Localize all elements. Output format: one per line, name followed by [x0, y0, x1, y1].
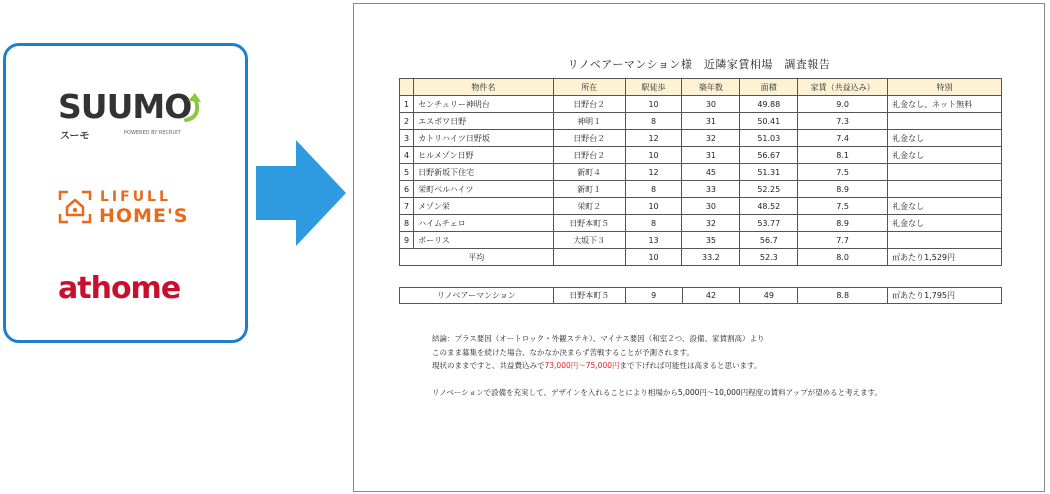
header-age: 築年数	[682, 79, 740, 96]
target-property-table	[399, 287, 1002, 304]
table-row	[400, 113, 1002, 130]
document-title: リノベアーマンション様 近隣家賃相場 調査報告	[567, 58, 831, 71]
row-area: 56.7	[740, 232, 798, 249]
header-location: 所在	[553, 79, 625, 96]
table-row	[400, 147, 1002, 164]
table-row	[400, 96, 1002, 113]
row-area: 50.41	[740, 113, 798, 130]
conclusion-line-3-post: まで下げれば可能性は高まると思います。	[619, 361, 762, 370]
row-no: 3	[400, 130, 414, 147]
row-rent: 7.3	[798, 113, 888, 130]
row-no: 9	[400, 232, 414, 249]
target-area: 49	[740, 288, 798, 304]
row-special	[888, 164, 1002, 181]
table-row	[400, 215, 1002, 232]
row-no: 7	[400, 198, 414, 215]
row-walk: 12	[625, 130, 682, 147]
suumo-logo	[58, 87, 208, 145]
house-icon	[58, 190, 92, 224]
target-age: 42	[682, 288, 740, 304]
row-no: 1	[400, 96, 414, 113]
comparison-table	[399, 78, 1002, 266]
table-row	[400, 164, 1002, 181]
row-special: 礼金なし	[888, 215, 1002, 232]
athome-logo: athome	[58, 271, 181, 306]
conclusion-line-3	[432, 359, 882, 373]
row-walk: 10	[625, 198, 682, 215]
row-area: 56.67	[740, 147, 798, 164]
conclusion-line-2: このまま募集を続けた場合、なかなか決まらず苦戦することが予測されます。	[432, 347, 694, 357]
row-age: 32	[682, 130, 740, 147]
row-name: 栄町ベルハイツ	[414, 181, 554, 198]
target-row	[400, 288, 1002, 304]
target-location: 日野本町５	[553, 288, 625, 304]
row-name: カトリハイツ日野坂	[414, 130, 554, 147]
row-no: 8	[400, 215, 414, 232]
average-note: ㎡あたり1,529円	[888, 249, 1002, 266]
header-special: 特別	[888, 79, 1002, 96]
row-age: 30	[682, 198, 740, 215]
header-area: 面積	[740, 79, 798, 96]
row-rent: 9.0	[798, 96, 888, 113]
table-row	[400, 181, 1002, 198]
row-name: ボーリス	[414, 232, 554, 249]
row-area: 51.03	[740, 130, 798, 147]
row-walk: 12	[625, 164, 682, 181]
row-special: 礼金なし	[888, 147, 1002, 164]
row-area: 52.25	[740, 181, 798, 198]
row-age: 31	[682, 147, 740, 164]
row-walk: 8	[625, 113, 682, 130]
row-walk: 8	[625, 215, 682, 232]
row-rent: 8.9	[798, 181, 888, 198]
row-age: 31	[682, 113, 740, 130]
header-walk: 駅徒歩	[625, 79, 682, 96]
row-name: メゾン栄	[414, 198, 554, 215]
row-name: ヒルメゾン日野	[414, 147, 554, 164]
target-walk: 9	[625, 288, 682, 304]
target-name: リノベアーマンション	[400, 288, 554, 304]
row-special	[888, 113, 1002, 130]
lifull-homes-logo	[58, 189, 208, 229]
row-special: 礼金なし	[888, 130, 1002, 147]
row-rent: 8.1	[798, 147, 888, 164]
row-location: 栄町２	[553, 198, 625, 215]
price-range-highlight: 73,000円～75,000円	[544, 361, 620, 370]
conclusion-line-4: リノベーションで設備を充実して、デザインを入れることにより相場から5,000円～10,000円程度の賃料アップが望めると考えます。	[432, 387, 883, 397]
row-rent: 7.4	[798, 130, 888, 147]
row-no: 6	[400, 181, 414, 198]
row-age: 45	[682, 164, 740, 181]
row-location: 神明１	[553, 113, 625, 130]
row-walk: 13	[625, 232, 682, 249]
row-location: 日野本町５	[553, 215, 625, 232]
row-walk: 10	[625, 96, 682, 113]
row-name: センチュリー神明台	[414, 96, 554, 113]
row-rent: 7.7	[798, 232, 888, 249]
row-special: 礼金なし	[888, 198, 1002, 215]
header-name: 物件名	[414, 79, 554, 96]
row-age: 30	[682, 96, 740, 113]
row-location: 日野台２	[553, 130, 625, 147]
average-location	[553, 249, 625, 266]
row-location: 日野台２	[553, 96, 625, 113]
average-walk: 10	[625, 249, 682, 266]
row-special	[888, 232, 1002, 249]
table-row	[400, 130, 1002, 147]
table-row	[400, 198, 1002, 215]
logo-panel	[3, 43, 248, 343]
row-no: 4	[400, 147, 414, 164]
target-rent: 8.8	[798, 288, 888, 304]
row-age: 35	[682, 232, 740, 249]
suumo-logo-text: SUUMO	[58, 87, 192, 126]
row-location: 新町４	[553, 164, 625, 181]
suumo-logo-subtext: スーモ	[60, 131, 90, 142]
row-location: 大坂下３	[553, 232, 625, 249]
row-walk: 10	[625, 147, 682, 164]
row-rent: 7.5	[798, 164, 888, 181]
row-no: 5	[400, 164, 414, 181]
header-rent: 家賃（共益込み）	[798, 79, 888, 96]
conclusion-notes	[432, 332, 882, 399]
conclusion-line-3-pre: 現状のままですと、共益費込みで	[432, 361, 545, 370]
average-label: 平均	[400, 249, 554, 266]
row-location: 新町１	[553, 181, 625, 198]
homes-logo-text: HOME'S	[99, 205, 189, 227]
right-arrow-icon	[256, 140, 348, 246]
row-rent: 8.9	[798, 215, 888, 232]
header-no	[400, 79, 414, 96]
table-header-row	[400, 79, 1002, 96]
table-row	[400, 232, 1002, 249]
lifull-logo-text: LIFULL	[100, 189, 171, 205]
report-document	[353, 3, 1045, 492]
row-age: 32	[682, 215, 740, 232]
conclusion-line-1: 結論：プラス要因（オートロック・外観ステキ）、マイナス要因（和室２つ、設備、家賃割高）より	[432, 334, 765, 343]
suumo-powered-text: POWERED BY RECRUIT	[124, 130, 181, 136]
row-name: エスポワ日野	[414, 113, 554, 130]
suumo-arrow-icon	[182, 92, 204, 122]
row-area: 48.52	[740, 198, 798, 215]
row-no: 2	[400, 113, 414, 130]
average-row	[400, 249, 1002, 266]
target-note: ㎡あたり1,795円	[888, 288, 1002, 304]
row-rent: 7.5	[798, 198, 888, 215]
row-age: 33	[682, 181, 740, 198]
row-walk: 8	[625, 181, 682, 198]
row-name: 日野新坂下住宅	[414, 164, 554, 181]
average-area: 52.3	[740, 249, 798, 266]
row-area: 53.77	[740, 215, 798, 232]
average-age: 33.2	[682, 249, 740, 266]
row-area: 51.31	[740, 164, 798, 181]
row-special: 礼金なし、ネット無料	[888, 96, 1002, 113]
row-special	[888, 181, 1002, 198]
row-area: 49.88	[740, 96, 798, 113]
average-rent: 8.0	[798, 249, 888, 266]
row-location: 日野台２	[553, 147, 625, 164]
row-name: ハイムチェロ	[414, 215, 554, 232]
